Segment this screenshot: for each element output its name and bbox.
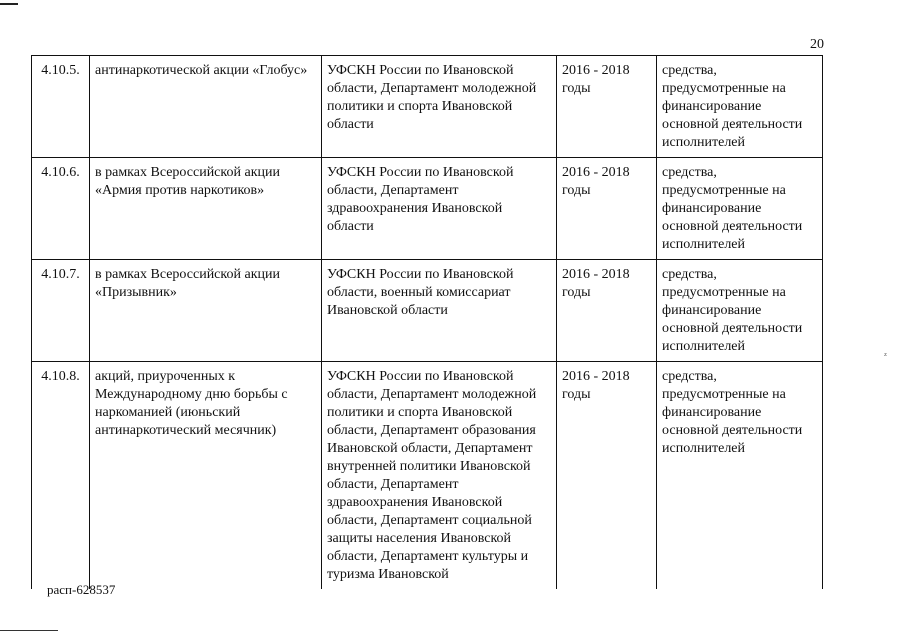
executors-cell: УФСКН России по Ивановской области, Департамент здравоохранения Ивановской области: [322, 158, 557, 260]
funding-cell: средства, предусмотренные на финансирование основной деятельности исполнителей: [657, 158, 823, 260]
measure-name-cell: в рамках Всероссийской акции «Призывник»: [90, 260, 322, 362]
executors-cell: УФСКН России по Ивановской области, военный комиссариат Ивановской области: [322, 260, 557, 362]
item-number-cell: 4.10.7.: [32, 260, 90, 362]
corner-scan-mark: [0, 3, 18, 5]
term-cell: 2016 - 2018 годы: [557, 56, 657, 158]
funding-cell: средства, предусмотренные на финансирование основной деятельности исполнителей: [657, 260, 823, 362]
executors-cell: УФСКН России по Ивановской области, Департамент молодежной политики и спорта Ивановской области, Департамент образования Ивановской области, Департамент внутренней политики Ивановской области, Департамент здравоохранения Ивановской области, Департамент социальной защиты населения Ивановской области, Департамент культуры и туризма Ивановской: [322, 362, 557, 590]
item-number-cell: 4.10.8.: [32, 362, 90, 590]
table-row: [32, 56, 823, 158]
executors-cell: УФСКН России по Ивановской области, Департамент молодежной политики и спорта Ивановской области: [322, 56, 557, 158]
measure-name-cell: антинаркотической акции «Глобус»: [90, 56, 322, 158]
table-row: [32, 260, 823, 362]
page-number: 20: [810, 37, 824, 52]
table-row: [32, 158, 823, 260]
item-number-cell: 4.10.5.: [32, 56, 90, 158]
measures-table: [31, 55, 823, 589]
measure-name-cell: в рамках Всероссийской акции «Армия против наркотиков»: [90, 158, 322, 260]
stray-scan-mark: ᶻ: [884, 350, 888, 362]
term-cell: 2016 - 2018 годы: [557, 260, 657, 362]
item-number-cell: 4.10.6.: [32, 158, 90, 260]
document-reference: расп-628537: [47, 582, 116, 597]
bottom-scan-mark: [0, 630, 58, 631]
funding-cell: средства, предусмотренные на финансирование основной деятельности исполнителей: [657, 56, 823, 158]
term-cell: 2016 - 2018 годы: [557, 362, 657, 590]
table-row: [32, 362, 823, 590]
term-cell: 2016 - 2018 годы: [557, 158, 657, 260]
funding-cell: средства, предусмотренные на финансирование основной деятельности исполнителей: [657, 362, 823, 590]
measure-name-cell: акций, приуроченных к Международному дню борьбы с наркоманией (июньский антинаркотический месячник): [90, 362, 322, 590]
